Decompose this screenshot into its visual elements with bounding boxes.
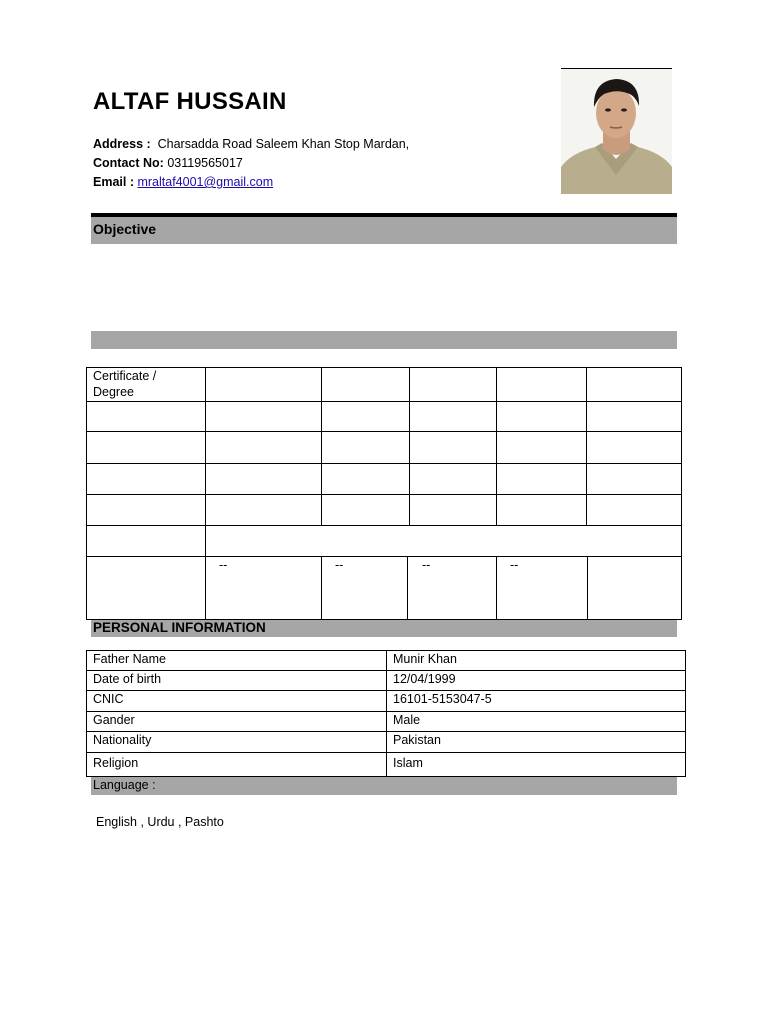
certificate-degree-header: Certificate / Degree [93, 369, 157, 399]
dob-value: 12/04/1999 [393, 672, 456, 686]
languages-list: English , Urdu , Pashto [96, 815, 224, 829]
gender-value: Male [393, 713, 421, 727]
language-bar [91, 777, 677, 795]
dash-2: -- [335, 558, 344, 572]
contact-label: Contact No: [93, 156, 164, 170]
cnic-label: CNIC [93, 692, 124, 706]
portrait-image [561, 69, 672, 194]
gender-label: Gander [93, 713, 135, 727]
objective-title: Objective [93, 221, 157, 237]
father-name-value: Munir Khan [393, 652, 457, 666]
contact-value: 03119565017 [167, 156, 243, 170]
language-title: Language : [93, 778, 156, 792]
email-label: Email : [93, 175, 134, 189]
personal-grid-lines [86, 650, 686, 777]
dash-4: -- [510, 558, 519, 572]
religion-label: Religion [93, 756, 139, 770]
dash-1: -- [219, 558, 228, 572]
personal-info-table [86, 650, 686, 777]
address-value: Charsadda Road Saleem Khan Stop Mardan, [157, 137, 410, 151]
father-name-label: Father Name [93, 652, 166, 666]
dob-label: Date of birth [93, 672, 162, 686]
address-label: Address : [93, 137, 151, 151]
nationality-label: Nationality [93, 733, 152, 747]
objective-bar [91, 217, 677, 244]
dash-3: -- [422, 558, 431, 572]
religion-value: Islam [393, 756, 423, 770]
education-bar [91, 331, 677, 349]
contact-line [93, 156, 243, 170]
education-table [86, 367, 682, 620]
email-link[interactable]: mraltaf4001@gmail.com [137, 175, 274, 189]
profile-photo [561, 68, 672, 194]
nationality-value: Pakistan [393, 733, 441, 747]
personal-info-title: PERSONAL INFORMATION [93, 620, 266, 635]
address-line [93, 137, 409, 151]
candidate-name: ALTAF HUSSAIN [93, 88, 287, 115]
cnic-value: 16101-5153047-5 [393, 692, 492, 706]
email-line [93, 175, 273, 189]
education-grid-lines [86, 367, 682, 620]
personal-info-bar [91, 620, 677, 637]
